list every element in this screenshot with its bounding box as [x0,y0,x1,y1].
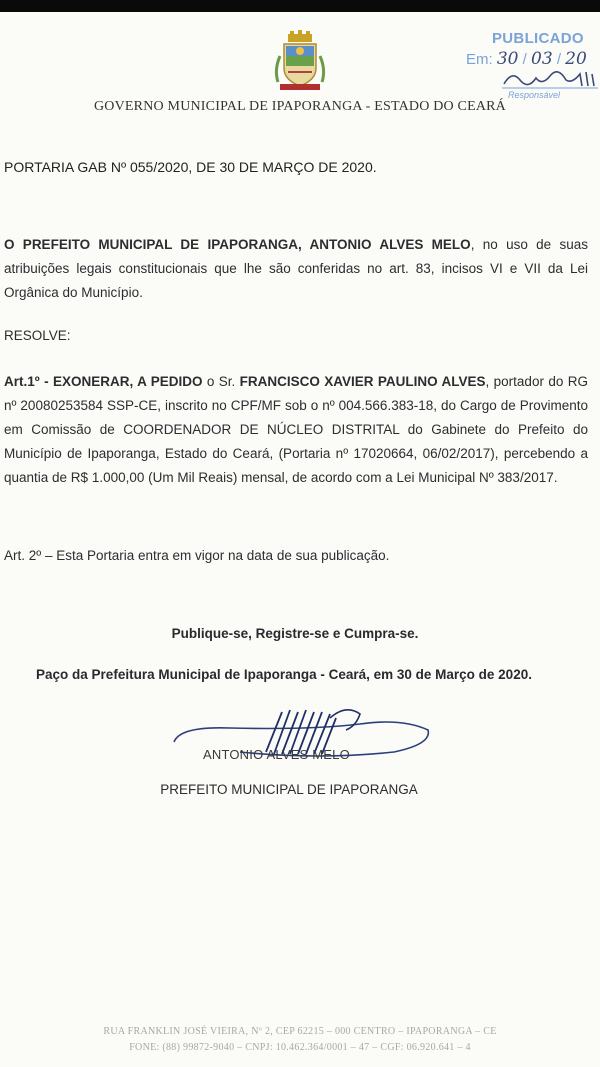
stamp-date-day: 30 [496,49,519,69]
article-1-text-a: o Sr. [202,374,240,389]
signer-role: PREFEITO MUNICIPAL DE IPAPORANGA [160,782,418,797]
article-1-paragraph [4,370,588,490]
stamp-date-month: 03 [531,49,553,69]
document-title: PORTARIA GAB Nº 055/2020, DE 30 DE MARÇO DE 2020. [4,159,377,175]
stamp-date-year: 20 [565,49,587,69]
intro-text: , no uso de suas atribuições legais constitucionais que lhe são conferidas no art. 83, incisos VI e VII da Lei Orgânica do Município. [4,237,588,300]
top-black-bar [0,0,600,12]
article-1-text-b: , portador do RG nº 20080253584 SSP-CE, inscrito no CPF/MF sob o nº 004.566.383-18, do Cargo de Provimento em Comissão de COORDENADOR DE NÚCLEO DISTRITAL do Gabinete do Prefeito do Município de Ipaporanga, Estado do Ceará, (Portaria nº 17020664, 06/02/2017), percebendo a quantia de R$ 1.000,00 (Um Mil Reais) mensal, de acordo com a Lei Municipal Nº 383/2017. [4,374,588,485]
article-2-paragraph: Art. 2º – Esta Portaria entra em vigor na data de sua publicação. [4,548,390,563]
stamp-date-prefix: Em: [466,51,493,68]
footer-address: RUA FRANKLIN JOSÉ VIEIRA, Nº 2, CEP 62215 – 000 CENTRO – IPAPORANGA – CE [103,1026,497,1037]
stamp-responsible-label: Responsável [508,90,561,100]
intro-bold: O PREFEITO MUNICIPAL DE IPAPORANGA, ANTONIO ALVES MELO [4,237,471,252]
stamp-signature-icon [502,68,598,90]
intro-paragraph [4,233,588,305]
publique-line: Publique-se, Registre-se e Cumpra-se. [171,626,419,641]
paco-line: Paço da Prefeitura Municipal de Ipaporanga - Ceará, em 30 de Março de 2020. [36,667,532,682]
government-header: GOVERNO MUNICIPAL DE IPAPORANGA - ESTADO DO CEARÁ [94,99,506,114]
stamp-title: PUBLICADO [492,30,584,47]
signer-name: ANTONIO ALVES MELO [203,747,350,762]
article-1-name: FRANCISCO XAVIER PAULINO ALVES [239,374,486,389]
article-1-label: Art.1º - EXONERAR, A PEDIDO [4,374,203,389]
resolve-heading: RESOLVE: [4,328,71,343]
municipal-coat-of-arms-icon [272,30,328,94]
publication-stamp [464,30,600,106]
footer-contact: FONE: (88) 99872-9040 – CNPJ: 10.462.364/0001 – 47 – CGF: 06.920.641 – 4 [129,1042,471,1053]
stamp-date: Em: 30 / 03 / 20 [466,49,587,69]
